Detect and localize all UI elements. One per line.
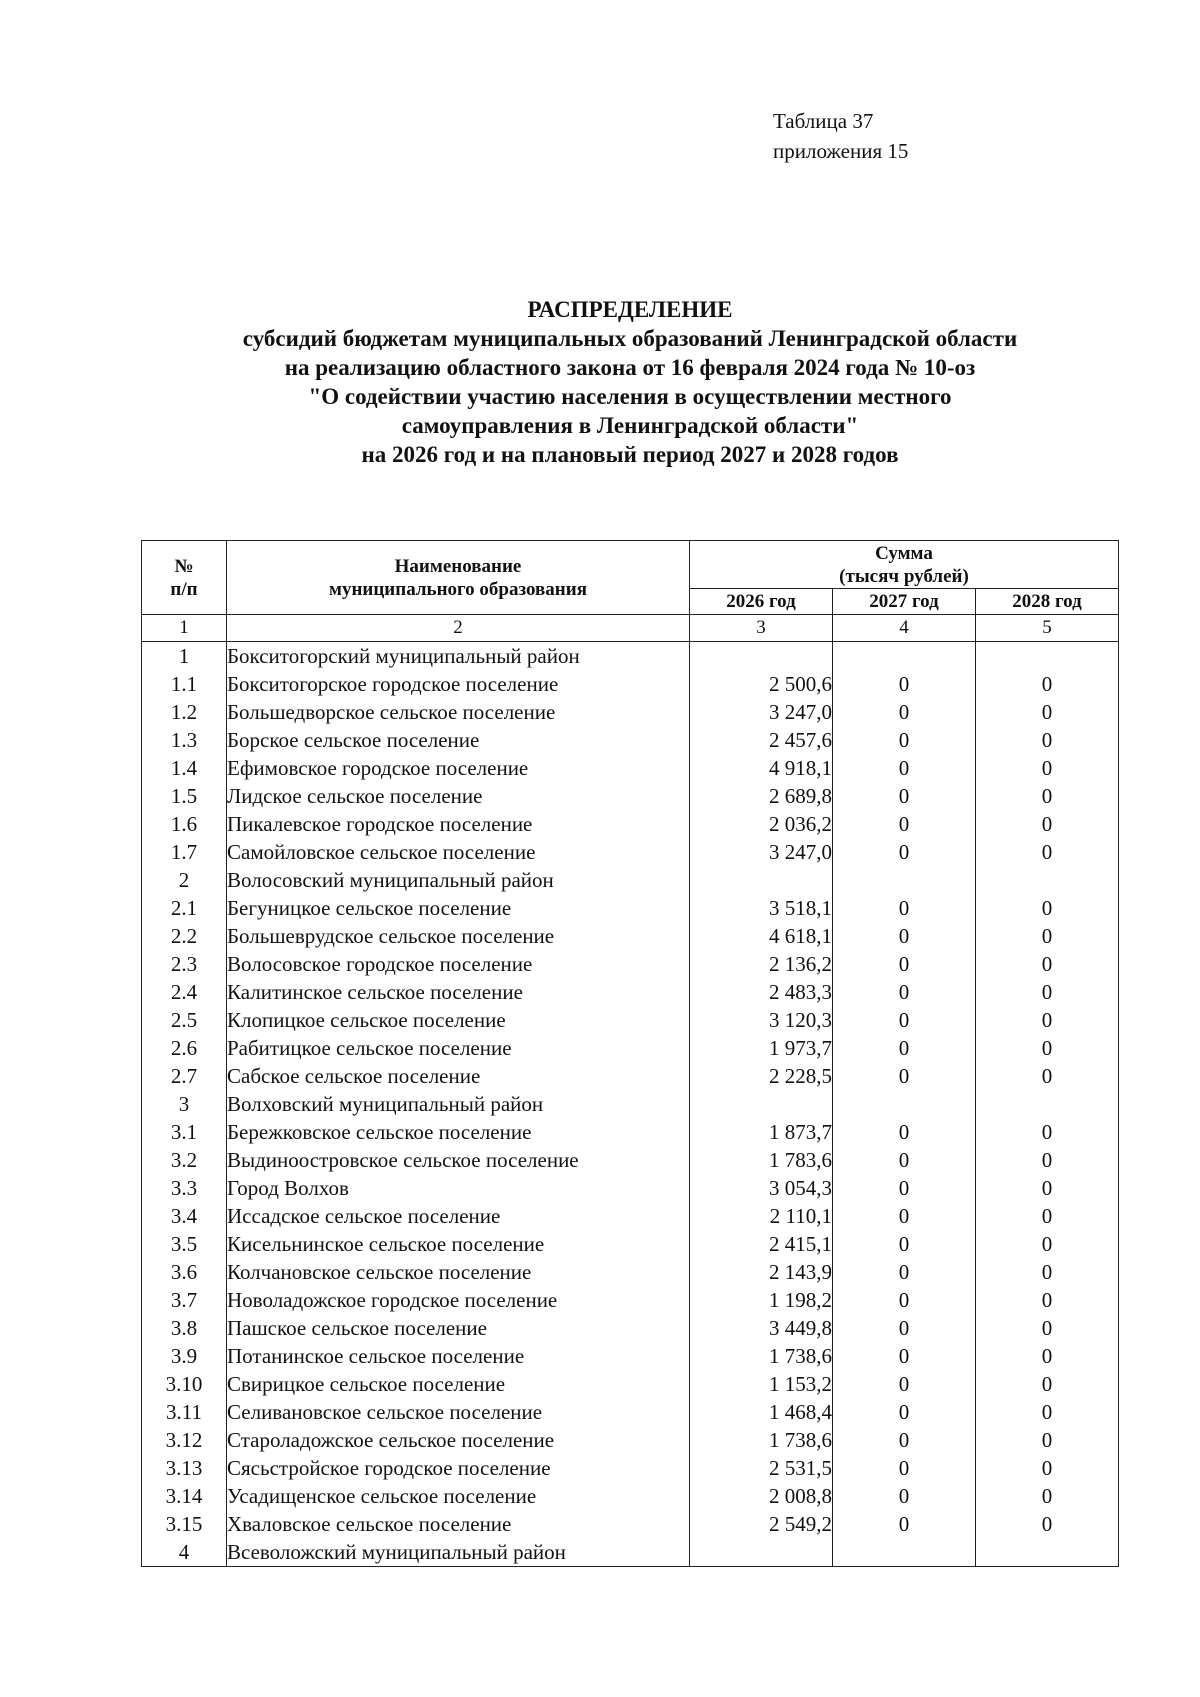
value-2028: 0 [976, 698, 1119, 726]
value-2026 [690, 866, 833, 894]
table-body [142, 642, 1119, 1567]
header-year-2028: 2028 год [976, 589, 1119, 615]
row-name: Сабское сельское поселение [227, 1062, 690, 1090]
table-row [142, 1146, 1119, 1174]
value-2026: 4 918,1 [690, 754, 833, 782]
row-name: Кисельнинское сельское поселение [227, 1230, 690, 1258]
row-number: 3.6 [142, 1258, 227, 1286]
table-row [142, 670, 1119, 698]
table-row [142, 1230, 1119, 1258]
table-row [142, 1202, 1119, 1230]
table-row [142, 1510, 1119, 1538]
value-2027: 0 [833, 1006, 976, 1034]
table-row [142, 726, 1119, 754]
row-number: 1.6 [142, 810, 227, 838]
value-2026: 1 738,6 [690, 1426, 833, 1454]
title-line: субсидий бюджетам муниципальных образований Ленинградской области [242, 326, 1018, 351]
value-2027: 0 [833, 810, 976, 838]
value-2026: 2 415,1 [690, 1230, 833, 1258]
value-2027: 0 [833, 950, 976, 978]
value-2026: 2 457,6 [690, 726, 833, 754]
value-2026: 2 531,5 [690, 1454, 833, 1482]
value-2028: 0 [976, 1174, 1119, 1202]
value-2027: 0 [833, 1370, 976, 1398]
value-2027: 0 [833, 1202, 976, 1230]
row-name: Свирицкое сельское поселение [227, 1370, 690, 1398]
row-number: 3.12 [142, 1426, 227, 1454]
value-2027: 0 [833, 1286, 976, 1314]
value-2027: 0 [833, 1258, 976, 1286]
row-number: 3.3 [142, 1174, 227, 1202]
row-name: Староладожское сельское поселение [227, 1426, 690, 1454]
row-number: 1.5 [142, 782, 227, 810]
value-2028: 0 [976, 1146, 1119, 1174]
value-2028 [976, 1090, 1119, 1118]
value-2027: 0 [833, 1510, 976, 1538]
row-number: 3 [142, 1090, 227, 1118]
table-row [142, 1118, 1119, 1146]
table-row [142, 894, 1119, 922]
value-2028: 0 [976, 1034, 1119, 1062]
table-number-label: Таблица 37 [773, 109, 874, 133]
value-2028: 0 [976, 950, 1119, 978]
value-2026 [690, 642, 833, 671]
value-2026: 1 738,6 [690, 1342, 833, 1370]
row-number: 2.2 [142, 922, 227, 950]
value-2028 [976, 866, 1119, 894]
value-2027 [833, 1090, 976, 1118]
row-number: 3.13 [142, 1454, 227, 1482]
row-number: 3.7 [142, 1286, 227, 1314]
value-2028: 0 [976, 1370, 1119, 1398]
value-2027: 0 [833, 1454, 976, 1482]
row-name: Самойловское сельское поселение [227, 838, 690, 866]
value-2026: 3 518,1 [690, 894, 833, 922]
row-name: Сясьстройское городское поселение [227, 1454, 690, 1482]
value-2026: 2 483,3 [690, 978, 833, 1006]
value-2026: 3 247,0 [690, 838, 833, 866]
value-2027: 0 [833, 1034, 976, 1062]
table-row [142, 1258, 1119, 1286]
value-2027: 0 [833, 922, 976, 950]
row-name: Бегуницкое сельское поселение [227, 894, 690, 922]
value-2026: 2 500,6 [690, 670, 833, 698]
table-row [142, 1454, 1119, 1482]
row-number: 3.2 [142, 1146, 227, 1174]
value-2027: 0 [833, 1146, 976, 1174]
value-2027: 0 [833, 1342, 976, 1370]
value-2028: 0 [976, 894, 1119, 922]
value-2027: 0 [833, 1314, 976, 1342]
table-row [142, 782, 1119, 810]
row-name: Большедворское сельское поселение [227, 698, 690, 726]
value-2028: 0 [976, 1202, 1119, 1230]
table-row [142, 978, 1119, 1006]
value-2028 [976, 642, 1119, 671]
table-row [142, 698, 1119, 726]
row-name: Селивановское сельское поселение [227, 1398, 690, 1426]
header-year-2027: 2027 год [833, 589, 976, 615]
value-2027: 0 [833, 838, 976, 866]
row-number: 3.1 [142, 1118, 227, 1146]
value-2026: 2 228,5 [690, 1062, 833, 1090]
column-number: 3 [690, 615, 833, 642]
row-number: 2.5 [142, 1006, 227, 1034]
table-row [142, 866, 1119, 894]
value-2027: 0 [833, 726, 976, 754]
table-row [142, 1370, 1119, 1398]
row-number: 3.15 [142, 1510, 227, 1538]
table-row [142, 1426, 1119, 1454]
value-2027: 0 [833, 1118, 976, 1146]
row-number: 4 [142, 1538, 227, 1567]
row-number: 3.14 [142, 1482, 227, 1510]
row-number: 1 [142, 642, 227, 671]
title-line: на 2026 год и на плановый период 2027 и 2028 годов [361, 442, 899, 467]
value-2026: 2 008,8 [690, 1482, 833, 1510]
row-number: 1.3 [142, 726, 227, 754]
value-2028: 0 [976, 810, 1119, 838]
value-2027: 0 [833, 782, 976, 810]
title-line: на реализацию областного закона от 16 февраля 2024 года № 10-оз [284, 355, 976, 380]
row-number: 1.2 [142, 698, 227, 726]
row-name: Пикалевское городское поселение [227, 810, 690, 838]
value-2027: 0 [833, 1174, 976, 1202]
value-2027: 0 [833, 1426, 976, 1454]
table-row [142, 1482, 1119, 1510]
value-2027 [833, 1538, 976, 1567]
value-2028: 0 [976, 1258, 1119, 1286]
column-number: 4 [833, 615, 976, 642]
table-row [142, 1538, 1119, 1567]
row-name: Большеврудское сельское поселение [227, 922, 690, 950]
value-2027 [833, 866, 976, 894]
row-name: Ефимовское городское поселение [227, 754, 690, 782]
row-name: Всеволожский муниципальный район [227, 1538, 690, 1567]
table-row [142, 754, 1119, 782]
table-row [142, 1286, 1119, 1314]
value-2026: 1 153,2 [690, 1370, 833, 1398]
row-name: Клопицкое сельское поселение [227, 1006, 690, 1034]
table-row [142, 1314, 1119, 1342]
table-row [142, 950, 1119, 978]
table-row [142, 642, 1119, 671]
value-2026: 4 618,1 [690, 922, 833, 950]
row-number: 3.4 [142, 1202, 227, 1230]
header-sum: Сумма (тысяч рублей) [690, 541, 1119, 589]
row-name: Бокситогорский муниципальный район [227, 642, 690, 671]
title-line: "О содействии участию населения в осуществлении местного [308, 384, 952, 409]
value-2027: 0 [833, 978, 976, 1006]
value-2026: 3 120,3 [690, 1006, 833, 1034]
row-name: Бережковское сельское поселение [227, 1118, 690, 1146]
table-row [142, 1174, 1119, 1202]
row-number: 3.5 [142, 1230, 227, 1258]
row-number: 3.10 [142, 1370, 227, 1398]
row-name: Борское сельское поселение [227, 726, 690, 754]
row-number: 2 [142, 866, 227, 894]
value-2027: 0 [833, 894, 976, 922]
value-2028: 0 [976, 670, 1119, 698]
value-2028: 0 [976, 838, 1119, 866]
value-2027: 0 [833, 754, 976, 782]
value-2026: 1 973,7 [690, 1034, 833, 1062]
row-name: Колчановское сельское поселение [227, 1258, 690, 1286]
value-2028: 0 [976, 922, 1119, 950]
appendix-number-label: приложения 15 [773, 139, 909, 163]
distribution-table [141, 540, 1119, 1567]
row-name: Рабитицкое сельское поселение [227, 1034, 690, 1062]
value-2028: 0 [976, 1118, 1119, 1146]
value-2026 [690, 1538, 833, 1567]
header-number: № п/п [142, 541, 227, 615]
row-name: Хваловское сельское поселение [227, 1510, 690, 1538]
value-2026: 2 136,2 [690, 950, 833, 978]
value-2027: 0 [833, 670, 976, 698]
title-line: РАСПРЕДЕЛЕНИЕ [527, 297, 733, 322]
value-2028: 0 [976, 1454, 1119, 1482]
value-2026: 3 449,8 [690, 1314, 833, 1342]
value-2026: 2 549,2 [690, 1510, 833, 1538]
value-2028: 0 [976, 726, 1119, 754]
value-2028: 0 [976, 1006, 1119, 1034]
value-2026: 1 873,7 [690, 1118, 833, 1146]
row-number: 2.6 [142, 1034, 227, 1062]
table-row [142, 1090, 1119, 1118]
row-name: Усадищенское сельское поселение [227, 1482, 690, 1510]
table-row [142, 1006, 1119, 1034]
value-2026: 2 110,1 [690, 1202, 833, 1230]
value-2027: 0 [833, 1482, 976, 1510]
row-name: Город Волхов [227, 1174, 690, 1202]
column-number: 5 [976, 615, 1119, 642]
value-2028: 0 [976, 1314, 1119, 1342]
column-number: 2 [227, 615, 690, 642]
row-number: 2.4 [142, 978, 227, 1006]
table-reference [773, 106, 908, 166]
value-2026: 1 468,4 [690, 1398, 833, 1426]
row-name: Волосовский муниципальный район [227, 866, 690, 894]
value-2028: 0 [976, 1342, 1119, 1370]
table-row [142, 922, 1119, 950]
value-2028: 0 [976, 1482, 1119, 1510]
row-number: 3.11 [142, 1398, 227, 1426]
value-2028: 0 [976, 1062, 1119, 1090]
row-name: Волховский муниципальный район [227, 1090, 690, 1118]
row-number: 2.3 [142, 950, 227, 978]
value-2027: 0 [833, 1398, 976, 1426]
value-2026: 2 689,8 [690, 782, 833, 810]
row-name: Новоладожское городское поселение [227, 1286, 690, 1314]
row-name: Иссадское сельское поселение [227, 1202, 690, 1230]
value-2028: 0 [976, 1426, 1119, 1454]
value-2026: 1 198,2 [690, 1286, 833, 1314]
value-2026: 3 054,3 [690, 1174, 833, 1202]
value-2028: 0 [976, 1286, 1119, 1314]
table-row [142, 1034, 1119, 1062]
row-name: Потанинское сельское поселение [227, 1342, 690, 1370]
table-row [142, 1342, 1119, 1370]
value-2026: 2 143,9 [690, 1258, 833, 1286]
row-number: 1.7 [142, 838, 227, 866]
header-year-2026: 2026 год [690, 589, 833, 615]
row-name: Калитинское сельское поселение [227, 978, 690, 1006]
row-number: 3.9 [142, 1342, 227, 1370]
row-number: 2.1 [142, 894, 227, 922]
value-2028: 0 [976, 782, 1119, 810]
value-2028: 0 [976, 1398, 1119, 1426]
value-2026: 2 036,2 [690, 810, 833, 838]
value-2028 [976, 1538, 1119, 1567]
row-number: 1.4 [142, 754, 227, 782]
value-2026 [690, 1090, 833, 1118]
value-2028: 0 [976, 1510, 1119, 1538]
row-name: Лидское сельское поселение [227, 782, 690, 810]
value-2028: 0 [976, 754, 1119, 782]
row-number: 2.7 [142, 1062, 227, 1090]
value-2027: 0 [833, 1062, 976, 1090]
row-name: Выдиноостровское сельское поселение [227, 1146, 690, 1174]
value-2027 [833, 642, 976, 671]
row-name: Пашское сельское поселение [227, 1314, 690, 1342]
title-line: самоуправления в Ленинградской области" [401, 413, 859, 438]
table-row [142, 838, 1119, 866]
row-number: 3.8 [142, 1314, 227, 1342]
value-2026: 3 247,0 [690, 698, 833, 726]
table-row [142, 810, 1119, 838]
row-number: 1.1 [142, 670, 227, 698]
value-2028: 0 [976, 978, 1119, 1006]
table-row [142, 1062, 1119, 1090]
value-2027: 0 [833, 1230, 976, 1258]
value-2027: 0 [833, 698, 976, 726]
row-name: Волосовское городское поселение [227, 950, 690, 978]
column-number: 1 [142, 615, 227, 642]
value-2028: 0 [976, 1230, 1119, 1258]
value-2026: 1 783,6 [690, 1146, 833, 1174]
table-row [142, 1398, 1119, 1426]
row-name: Бокситогорское городское поселение [227, 670, 690, 698]
header-name: Наименование муниципального образования [227, 541, 690, 615]
document-title [0, 295, 1200, 469]
